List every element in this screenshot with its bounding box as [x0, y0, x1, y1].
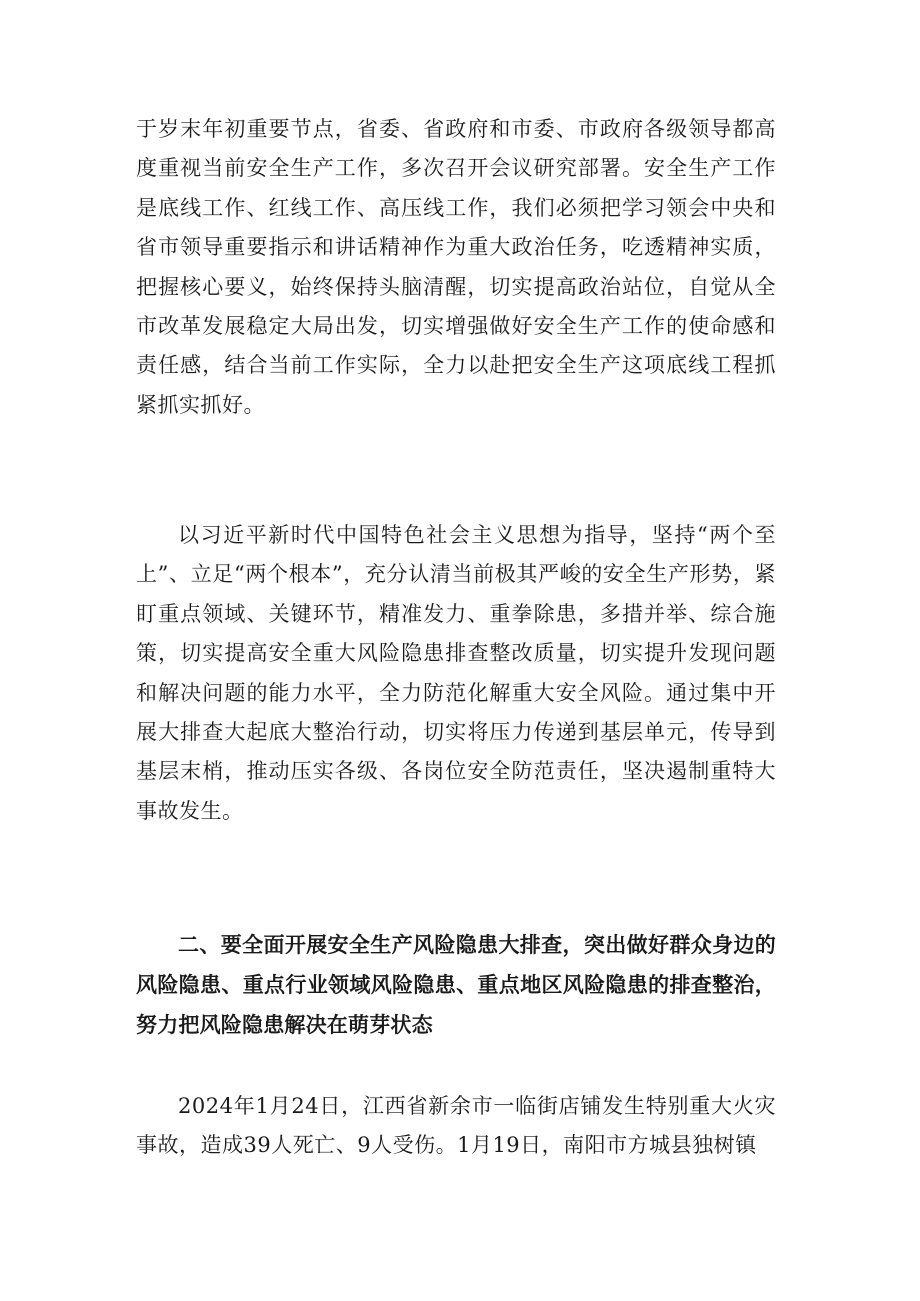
body-paragraph-1: 于岁末年初重要节点，省委、省政府和市委、市政府各级领导都高度重视当前安全生产工作，多次召开会议研究部署。安全生产工作是底线工作、红线工作、高压线工作，我们必须把学习领会中央和省市领导重要指示和讲话精神作为重大政治任务，吃透精神实质，把握核心要义，始终保持头脑清醒，切实提高政治站位，自觉从全市改革发展稳定大局出发，切实增强做好安全生产工作的使命感和责任感，结合当前工作实际，全力以赴把安全生产这项底线工程抓紧抓实抓好。 — [136, 117, 776, 417]
section-heading: 二、要全面开展安全生产风险隐患大排查，突出做好群众身边的风险隐患、重点行业领域风险隐患、重点地区风险隐患的排查整治，努力把风险隐患解决在萌芽状态 — [136, 933, 776, 1037]
body-paragraph-3: 2024年1月24日，江西省新余市一临街店铺发生特别重大火灾事故，造成39人死亡、9人受伤。1月19日，南阳市方城县独树镇 — [136, 1094, 776, 1158]
body-paragraph-2: 以习近平新时代中国特色社会主义思想为指导，坚持“两个至上”、立足“两个根本”，充分认清当前极其严峻的安全生产形势，紧盯重点领域、关键环节，精准发力、重拳除患，多措并举、综合施策，切实提高安全重大风险隐患排查整改质量，切实提升发现问题和解决问题的能力水平，全力防范化解重大安全风险。通过集中开展大排查大起底大整治行动，切实将压力传递到基层单元，传导到基层末梢，推动压实各级、各岗位安全防范责任，坚决遏制重特大事故发生。 — [136, 523, 776, 823]
